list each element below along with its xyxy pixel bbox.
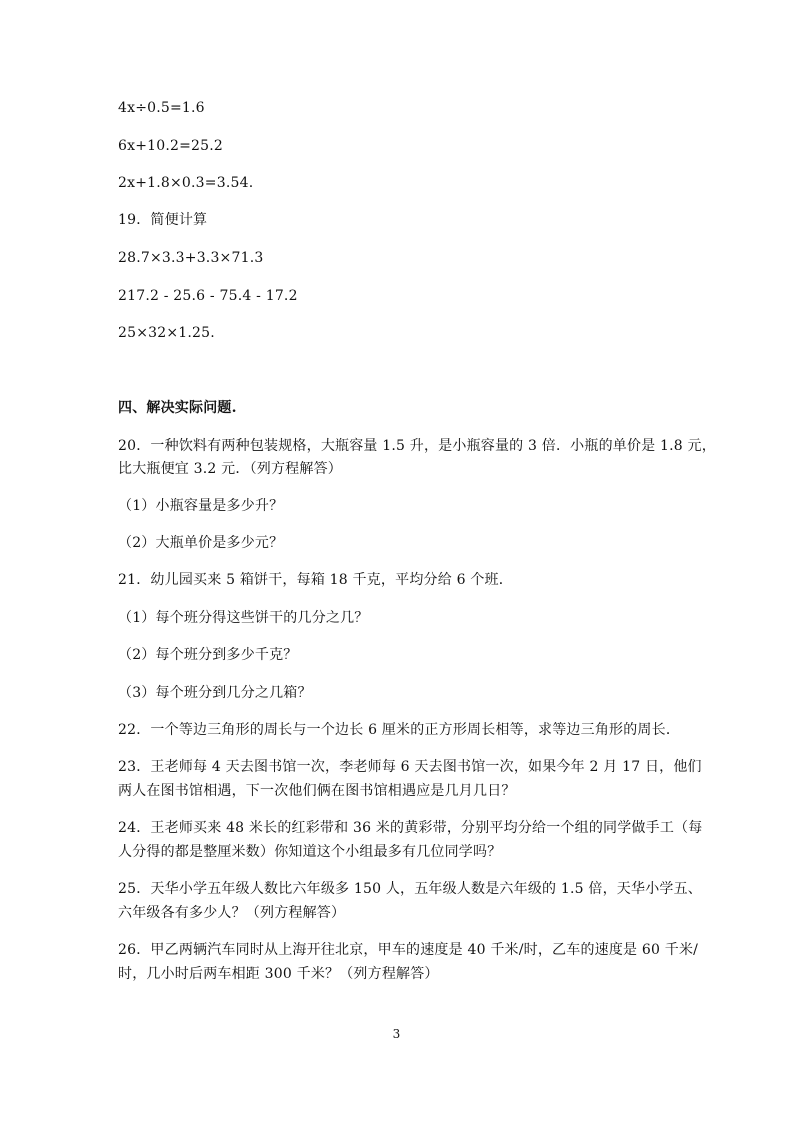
question-26-line-2: 时，几小时后两车相距 300 千米？（列方程解答） (118, 966, 439, 982)
question-19-title: 19．简便计算 (118, 212, 208, 228)
equation-2: 6x+10.2=25.2 (118, 138, 224, 154)
question-25-line-1: 25．天华小学五年级人数比六年级多 150 人，五年级人数是六年级的 1.5 倍，天华小学五、 (118, 881, 702, 897)
page-number: 3 (392, 1027, 401, 1041)
section-4-heading: 四、解决实际问题. (118, 400, 237, 416)
question-22-line-1: 22．一个等边三角形的周长与一个边长 6 厘米的正方形周长相等，求等边三角形的周长． (118, 722, 681, 738)
question-20-line-2: 比大瓶便宜 3.2 元．（列方程解答） (118, 461, 342, 477)
question-21-sub-3: （3）每个班分到几分之几箱？ (118, 685, 312, 701)
question-23-line-1: 23．王老师每 4 天去图书馆一次，李老师每 6 天去图书馆一次，如果今年 2 月 17 日，他们 (118, 759, 702, 775)
question-20-sub-1: （1）小瓶容量是多少升？ (118, 498, 284, 514)
question-23-line-2: 两人在图书馆相遇，下一次他们俩在图书馆相遇应是几月几日？ (118, 783, 516, 799)
equation-3: 2x+1.8×0.3=3.54. (118, 175, 254, 191)
question-26-line-1: 26．甲乙两辆汽车同时从上海开往北京，甲车的速度是 40 千米/时，乙车的速度是 60 千米/ (118, 942, 699, 958)
question-19-item-2: 217.2 - 25.6 - 75.4 - 17.2 (118, 288, 298, 304)
question-19-item-3: 25×32×1.25. (118, 325, 215, 341)
question-21-sub-2: （2）每个班分到多少千克？ (118, 647, 298, 663)
question-24-line-1: 24．王老师买来 48 米长的红彩带和 36 米的黄彩带，分别平均分给一个组的同学做手工（每 (118, 820, 703, 836)
question-20-sub-2: （2）大瓶单价是多少元？ (118, 535, 284, 551)
question-24-line-2: 人分得的都是整厘米数）你知道这个小组最多有几位同学吗？ (118, 844, 502, 860)
question-19-item-1: 28.7×3.3+3.3×71.3 (118, 250, 264, 266)
question-21-line-1: 21．幼儿园买来 5 箱饼干，每箱 18 千克，平均分给 6 个班． (118, 572, 513, 588)
question-21-sub-1: （1）每个班分得这些饼干的几分之几？ (118, 610, 369, 626)
equation-1: 4x÷0.5=1.6 (118, 100, 205, 116)
question-25-line-2: 六年级各有多少人？（列方程解答） (118, 905, 346, 921)
question-20-line-1: 20．一种饮料有两种包装规格，大瓶容量 1.5 升，是小瓶容量的 3 倍．小瓶的单价是 1.8 元， (118, 438, 716, 454)
